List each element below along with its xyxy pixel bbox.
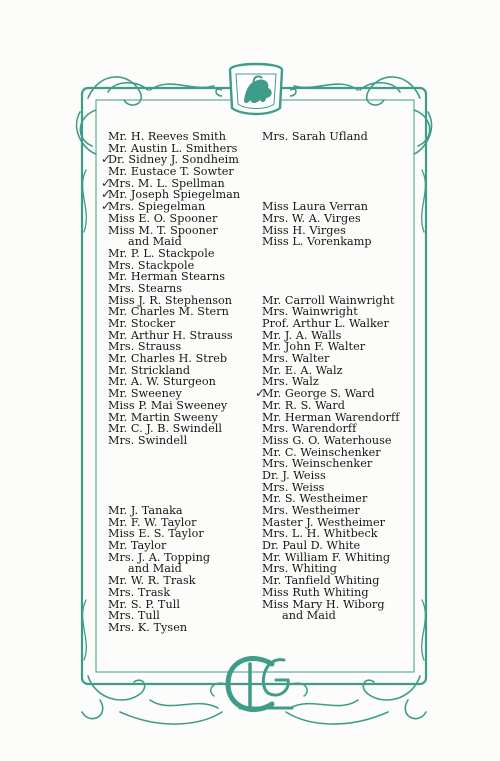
spacer xyxy=(262,260,432,272)
passenger-name: and Maid xyxy=(128,235,182,249)
passenger-name: Mrs. Whiting xyxy=(262,562,337,576)
passenger-name: Mrs. Tull xyxy=(108,609,160,623)
passenger-name: Dr. J. Weiss xyxy=(262,468,326,482)
passenger-name: Master J. Westheimer xyxy=(262,515,386,529)
passenger-name: Mr. Austin L. Smithers xyxy=(108,141,238,155)
passenger-name: Mrs. Trask xyxy=(108,585,171,599)
spacer xyxy=(108,458,258,470)
passenger-name: Mrs. Westheimer xyxy=(262,504,360,517)
passenger-name: Mr. Charles M. Stern xyxy=(108,305,229,319)
passenger-name: Mrs. Stearns xyxy=(108,281,183,295)
passenger-name: Mrs. L. H. Whitbeck xyxy=(262,527,378,541)
passenger-name: Mr. Charles H. Streb xyxy=(108,352,228,366)
passenger-name: Mr. R. S. Ward xyxy=(262,398,346,412)
handwritten-check-icon: ✓ xyxy=(101,176,112,190)
passenger-name: Mr. A. W. Sturgeon xyxy=(108,375,216,389)
passenger-name: Miss Laura Verran xyxy=(262,200,369,214)
passenger-name: Mr. E. A. Walz xyxy=(262,363,343,377)
spacer xyxy=(262,143,432,155)
passenger-name: Mrs. M. L. Spellman xyxy=(108,176,225,190)
passenger-name: Mr. George S. Ward xyxy=(262,387,375,401)
passenger-name: and Maid xyxy=(128,562,182,576)
passenger-name: Mr. Joseph Spiegelman xyxy=(108,188,241,202)
passenger-name: Miss P. Mai Sweeney xyxy=(108,398,228,412)
passenger-name: Mrs. Swindell xyxy=(108,433,188,447)
passenger-name: Dr. Paul D. White xyxy=(262,539,361,553)
spacer xyxy=(262,248,432,260)
passenger-name: Mrs. Wainwright xyxy=(262,305,358,319)
spacer xyxy=(262,166,432,178)
spacer xyxy=(108,482,258,494)
passenger-name: Mrs. W. A. Virges xyxy=(262,211,361,225)
passenger-name: Mr. J. Tanaka xyxy=(108,504,183,517)
passenger-name: Miss J. R. Stephenson xyxy=(108,293,233,307)
passenger-name: Mr. Strickland xyxy=(108,363,191,377)
passenger-name: Mr. S. P. Tull xyxy=(108,597,180,611)
passenger-name: Mr. Martin Sweeny xyxy=(108,410,218,424)
passenger-name: Mrs. Walter xyxy=(262,352,330,366)
passenger-name: Miss M. T. Spooner xyxy=(108,223,218,237)
left-name-column xyxy=(108,131,258,634)
passenger-name: Miss Ruth Whiting xyxy=(262,585,369,599)
passenger-name: Mr. Carroll Wainwright xyxy=(262,293,395,307)
passenger-name: Miss H. Virges xyxy=(262,223,346,237)
passenger-name: Mr. John F. Walter xyxy=(262,340,366,354)
passenger-name: Miss E. O. Spooner xyxy=(108,211,218,225)
spacer xyxy=(108,470,258,482)
passenger-name: Mr. Stocker xyxy=(108,317,176,330)
passenger-name: Mr. F. W. Taylor xyxy=(108,515,197,529)
passenger-name: Miss E. S. Taylor xyxy=(108,527,204,541)
passenger-name: Mrs. Strauss xyxy=(108,340,182,354)
handwritten-check-icon: ✓ xyxy=(101,187,112,201)
passenger-name: Mr. William F. Whiting xyxy=(262,550,391,564)
passenger-name: Mrs. Walz xyxy=(262,375,319,389)
passenger-name: and Maid xyxy=(282,609,336,623)
passenger-name: Mr. Arthur H. Strauss xyxy=(108,328,233,342)
passenger-name: Mrs. Spiegelman xyxy=(108,200,206,214)
passenger-name: Miss L. Vorenkamp xyxy=(262,235,372,249)
passenger-name: Mr. W. R. Trask xyxy=(108,574,196,588)
spacer xyxy=(262,283,432,295)
passenger-name: Mrs. Weiss xyxy=(262,480,325,494)
passenger-name: Mrs. J. A. Topping xyxy=(108,550,211,564)
spacer xyxy=(262,154,432,166)
passenger-name: Dr. Sidney J. Sondheim xyxy=(108,153,239,167)
passenger-name: Mr. C. Weinschenker xyxy=(262,445,381,459)
passenger-name: Mrs. Sarah Ufland xyxy=(262,130,368,143)
handwritten-check-icon: ✓ xyxy=(255,386,266,400)
passenger-name: Mrs. Warendorff xyxy=(262,422,357,436)
spacer xyxy=(108,447,258,459)
spacer xyxy=(262,178,432,190)
passenger-name: Miss Mary H. Wiborg xyxy=(262,597,385,611)
spacer xyxy=(262,271,432,283)
passenger-name: Mr. Herman Warendorff xyxy=(262,410,400,424)
handwritten-check-icon: ✓ xyxy=(101,199,112,213)
passenger-name: Mrs. Weinschenker xyxy=(262,457,373,471)
passenger-name: Mr. S. Westheimer xyxy=(262,492,368,506)
right-name-column xyxy=(262,131,432,622)
passenger-name: Mr. Tanfield Whiting xyxy=(262,574,380,588)
passenger-name: Miss G. O. Waterhouse xyxy=(262,433,392,447)
passenger-name: Mr. P. L. Stackpole xyxy=(108,246,215,260)
passenger-name: Mr. C. J. B. Swindell xyxy=(108,422,223,436)
passenger-name: Mrs. K. Tysen xyxy=(108,620,188,634)
passenger-name: Mr. J. A. Walls xyxy=(262,328,342,342)
passenger-name: Prof. Arthur L. Walker xyxy=(262,317,389,330)
passenger-name: Mr. Herman Stearns xyxy=(108,270,226,284)
passenger-name: Mrs. Stackpole xyxy=(108,258,195,272)
passenger-name: Mr. H. Reeves Smith xyxy=(108,130,226,143)
handwritten-check-icon: ✓ xyxy=(101,152,112,166)
passenger-name: Mr. Sweeney xyxy=(108,387,182,401)
passenger-name: Mr. Taylor xyxy=(108,539,167,553)
passenger-name: Mr. Eustace T. Sowter xyxy=(108,165,234,179)
